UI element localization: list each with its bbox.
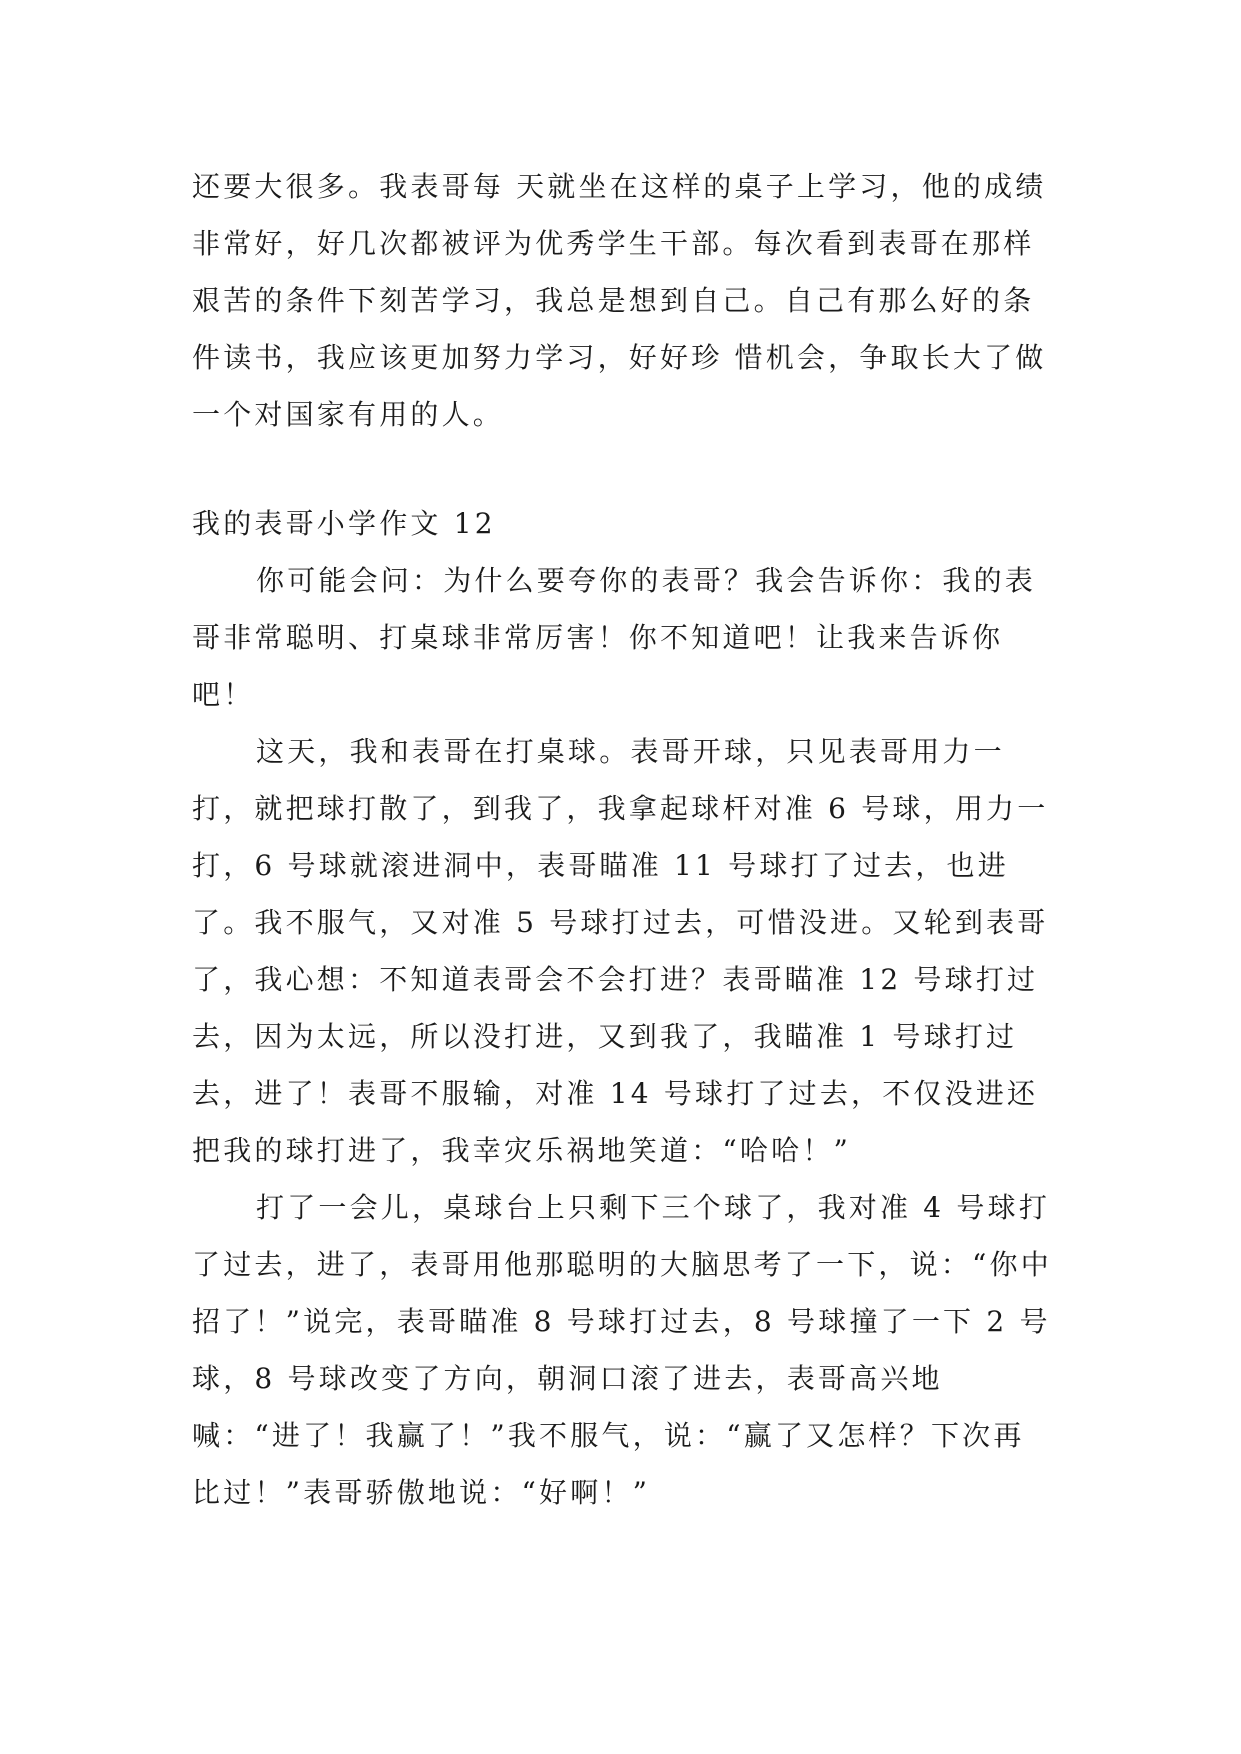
document-body xyxy=(192,158,1052,1521)
section-title: 我的表哥小学作文 12 xyxy=(192,507,496,540)
paragraph-1: 你可能会问：为什么要夸你的表哥？我会告诉你：我的表哥非常聪明、打桌球非常厉害！你不知道吧！让我来告诉你吧！ xyxy=(192,564,1037,711)
paragraph-2: 这天，我和表哥在打桌球。表哥开球，只见表哥用力一打，就把球打散了，到我了，我拿起球杆对准 6 号球，用力一打，6 号球就滚进洞中，表哥瞄准 11 号球打了过去，也进了。我不服气，又对准 5 号球打过去，可惜没进。又轮到表哥了，我心想：不知道表哥会不会打进？表哥瞄准 12 号球打过去，因为太远，所以没打进，又到我了，我瞄准 1 号球打过去，进了！表哥不服输，对准 14 号球打了过去，不仅没进还把我的球打进了，我幸灾乐祸地笑道：“哈哈！” xyxy=(192,735,1049,1167)
paragraph-3: 打了一会儿，桌球台上只剩下三个球了，我对准 4 号球打了过去，进了，表哥用他那聪明的大脑思考了一下，说：“你中招了！”说完，表哥瞄准 8 号球打过去，8 号球撞了一下 2 号球，8 号球改变了方向，朝洞口滚了进去，表哥高兴地喊：“进了！我赢了！”我不服气，说：“赢了又怎样？下次再比过！”表哥骄傲地说：“好啊！” xyxy=(192,1191,1052,1509)
intro-paragraph: 还要大很多。我表哥每 天就坐在这样的桌子上学习，他的成绩非常好，好几次都被评为优秀学生干部。每次看到表哥在那样艰苦的条件下刻苦学习，我总是想到自己。自己有那么好的条件读书，我应该更加努力学习，好好珍 惜机会，争取长大了做一个对国家有用的人。 xyxy=(192,170,1047,431)
